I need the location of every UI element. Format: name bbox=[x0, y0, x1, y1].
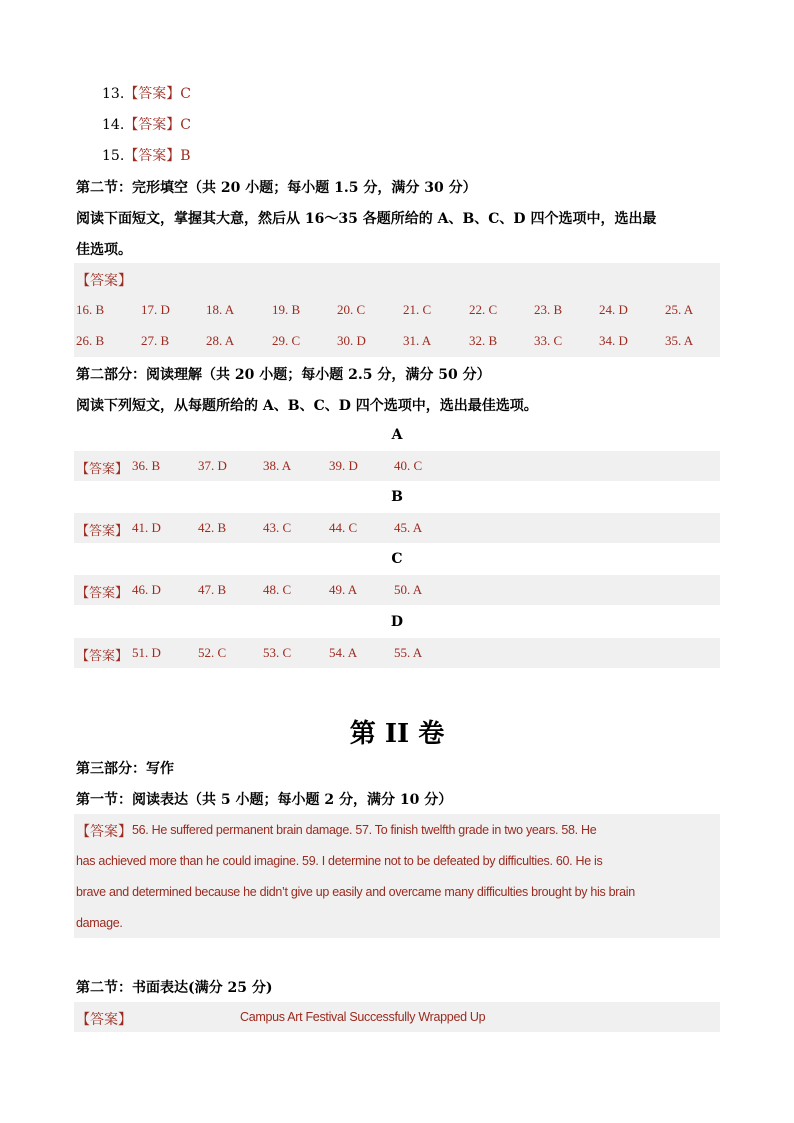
cloze-answer: 22. C bbox=[469, 302, 498, 317]
reading-answer: 49. A bbox=[329, 582, 358, 597]
cloze-answer: 23. B bbox=[534, 302, 563, 317]
reading-answer: 39. D bbox=[329, 458, 358, 473]
part3-heading: 第三部分：写作 bbox=[76, 761, 174, 777]
reading-answer: 54. A bbox=[329, 645, 358, 660]
reading-answer: 42. B bbox=[198, 520, 227, 535]
cloze-answer: 35. A bbox=[665, 333, 694, 348]
cloze-answer: 18. A bbox=[206, 302, 235, 317]
reading-expression-line-2: has achieved more than he could imagine. 59. I determine not to be defeated by difficulties. 60. He is bbox=[76, 854, 603, 868]
cloze-answer: 31. A bbox=[403, 333, 432, 348]
answer-15: 15.【答案】B bbox=[102, 148, 191, 164]
cloze-heading: 第二节：完形填空（共 20 小题；每小题 1.5 分，满分 30 分） bbox=[76, 180, 477, 196]
cloze-answer: 27. B bbox=[141, 333, 170, 348]
reading-answer: 37. D bbox=[198, 458, 227, 473]
cloze-answer: 19. B bbox=[272, 302, 301, 317]
writing-answer-tag: 【答案】 bbox=[76, 1012, 132, 1028]
writing-heading: 第二节：书面表达(满分 25 分) bbox=[76, 980, 273, 996]
cloze-answer: 24. D bbox=[599, 302, 628, 317]
reading-instruction: 阅读下列短文，从每题所给的 A、B、C、D 四个选项中，选出最佳选项。 bbox=[76, 398, 538, 414]
reading-answer: 44. C bbox=[329, 520, 358, 535]
cloze-answer-tag: 【答案】 bbox=[76, 273, 132, 289]
reading-answer: 55. A bbox=[394, 645, 423, 660]
reading-expression-heading: 第一节：阅读表达（共 5 小题；每小题 2 分，满分 10 分） bbox=[76, 792, 453, 808]
passage-letter-d: D bbox=[390, 614, 404, 630]
cloze-answer: 28. A bbox=[206, 333, 235, 348]
cloze-answer: 16. B bbox=[76, 302, 105, 317]
cloze-answer: 33. C bbox=[534, 333, 563, 348]
reading-answer: 45. A bbox=[394, 520, 423, 535]
answer-tag: 【答案】 bbox=[76, 649, 129, 664]
answer-14: 14.【答案】C bbox=[102, 117, 191, 133]
cloze-answer: 25. A bbox=[665, 302, 694, 317]
cloze-answer: 30. D bbox=[337, 333, 366, 348]
passage-letter-b: B bbox=[391, 489, 403, 505]
answer-tag: 【答案】 bbox=[76, 524, 129, 539]
reading-heading: 第二部分：阅读理解（共 20 小题；每小题 2.5 分，满分 50 分） bbox=[76, 367, 491, 383]
reading-answer: 52. C bbox=[198, 645, 227, 660]
essay-title: Campus Art Festival Successfully Wrapped Up bbox=[240, 1010, 486, 1024]
passage-letter-c: C bbox=[391, 551, 403, 567]
reading-answer: 36. B bbox=[132, 458, 161, 473]
reading-expression-tag: 【答案】 bbox=[76, 824, 132, 840]
cloze-answer: 20. C bbox=[337, 302, 366, 317]
answer-tag: 【答案】 bbox=[76, 462, 129, 477]
passage-letter-a: A bbox=[391, 427, 403, 443]
reading-answer: 50. A bbox=[394, 582, 423, 597]
cloze-instruction-2: 佳选项。 bbox=[76, 242, 132, 258]
reading-expression-line-3: brave and determined because he didn’t give up easily and overcame many difficulties brought by his brain bbox=[76, 885, 635, 899]
reading-answer: 53. C bbox=[263, 645, 292, 660]
reading-answer: 38. A bbox=[263, 458, 292, 473]
cloze-instruction-1: 阅读下面短文，掌握其大意，然后从 16～35 各题所给的 A、B、C、D 四个选项中，选出最 bbox=[76, 211, 657, 227]
reading-answer: 51. D bbox=[132, 645, 161, 660]
reading-answer: 43. C bbox=[263, 520, 292, 535]
volume-title: 第 II 卷 bbox=[349, 719, 445, 749]
reading-answer: 46. D bbox=[132, 582, 161, 597]
cloze-answer: 29. C bbox=[272, 333, 301, 348]
cloze-answer: 17. D bbox=[141, 302, 170, 317]
answer-13: 13.【答案】C bbox=[102, 86, 191, 102]
reading-expression-line-1: 56. He suffered permanent brain damage. 57. To finish twelfth grade in two years. 58. He bbox=[132, 823, 597, 837]
answer-tag: 【答案】 bbox=[76, 586, 129, 601]
reading-answer: 40. C bbox=[394, 458, 423, 473]
cloze-answer: 26. B bbox=[76, 333, 105, 348]
reading-expression-line-4: damage. bbox=[76, 916, 123, 930]
cloze-answer: 34. D bbox=[599, 333, 628, 348]
reading-answer: 47. B bbox=[198, 582, 227, 597]
reading-answer: 48. C bbox=[263, 582, 292, 597]
reading-answer: 41. D bbox=[132, 520, 161, 535]
cloze-answer: 32. B bbox=[469, 333, 498, 348]
cloze-answer: 21. C bbox=[403, 302, 432, 317]
